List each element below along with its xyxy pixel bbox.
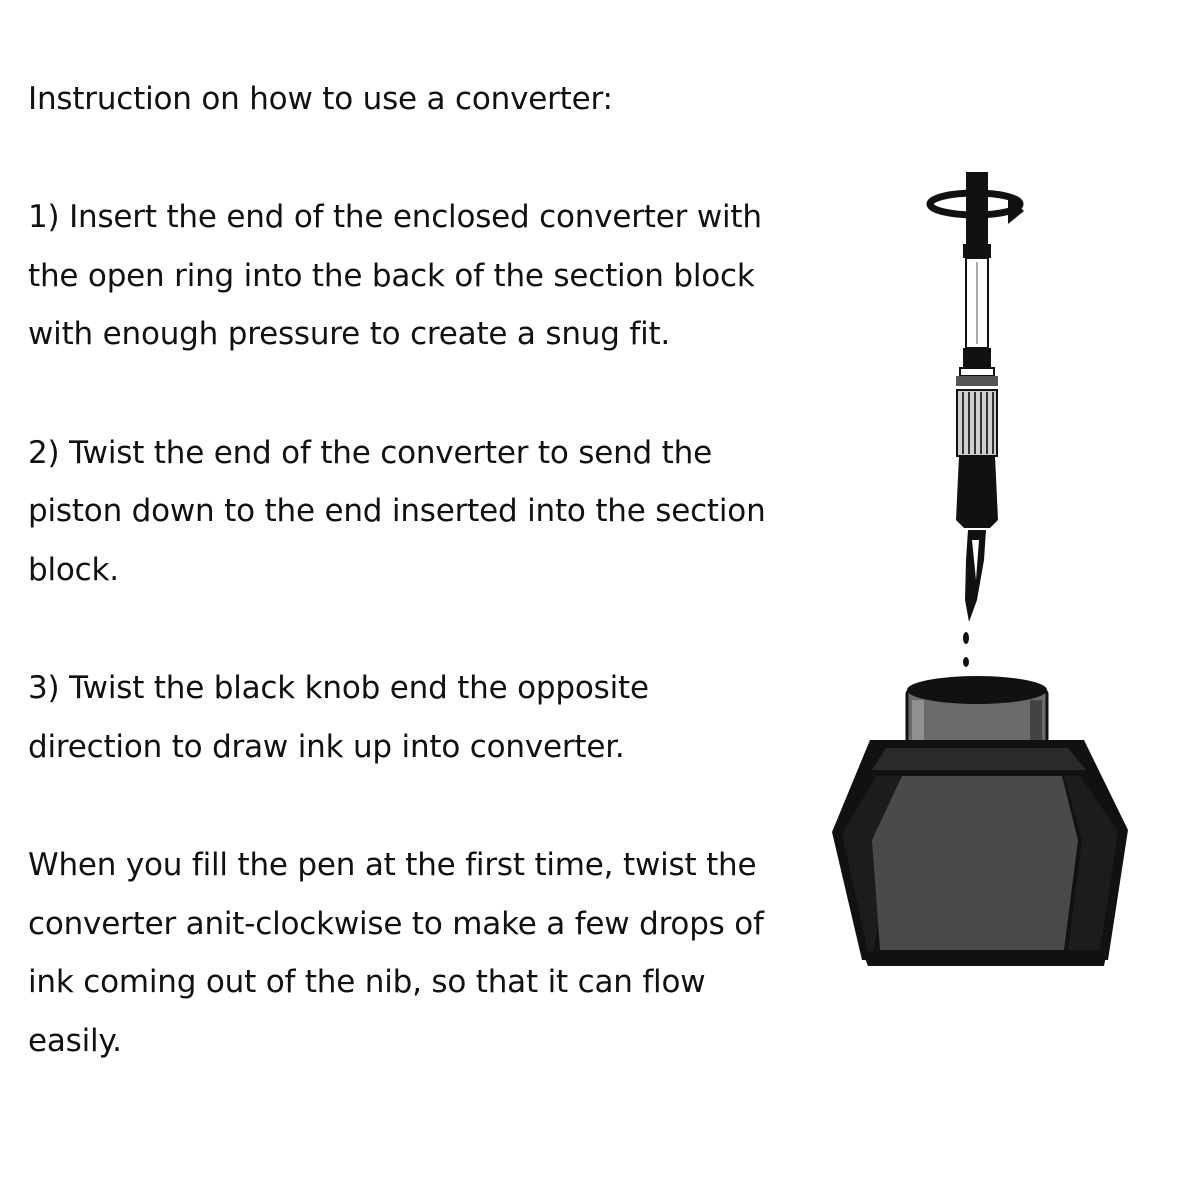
ink-bottle-icon	[832, 676, 1128, 966]
step-line: 1) Insert the end of the enclosed converter with	[28, 199, 762, 235]
note-line: easily.	[28, 1022, 122, 1059]
pen-section-icon	[956, 390, 998, 528]
first-fill-note	[28, 836, 828, 1070]
pen-filling-illustration	[820, 160, 1140, 980]
step-line: direction to draw ink up into converter.	[28, 728, 625, 765]
nib-icon	[965, 530, 986, 622]
step-3	[28, 659, 828, 776]
note-line: ink coming out of the nib, so that it can flow	[28, 964, 706, 1000]
step-line: 3) Twist the black knob end the opposite	[28, 670, 649, 706]
converter-icon	[956, 172, 998, 386]
step-line: piston down to the end inserted into the section	[28, 493, 766, 529]
note-line: converter anit-clockwise to make a few drops of	[28, 905, 764, 942]
note-line: When you fill the pen at the first time, twist the	[28, 847, 757, 883]
step-line: the open ring into the back of the section block	[28, 257, 755, 294]
ink-drop-icon	[963, 632, 969, 667]
instruction-text	[28, 70, 828, 1130]
page-title: Instruction on how to use a converter:	[28, 81, 613, 117]
step-2	[28, 424, 828, 600]
step-line: 2) Twist the end of the converter to send the	[28, 434, 712, 471]
step-line: block.	[28, 551, 119, 588]
step-1	[28, 188, 828, 364]
step-line: with enough pressure to create a snug fit.	[28, 316, 671, 352]
